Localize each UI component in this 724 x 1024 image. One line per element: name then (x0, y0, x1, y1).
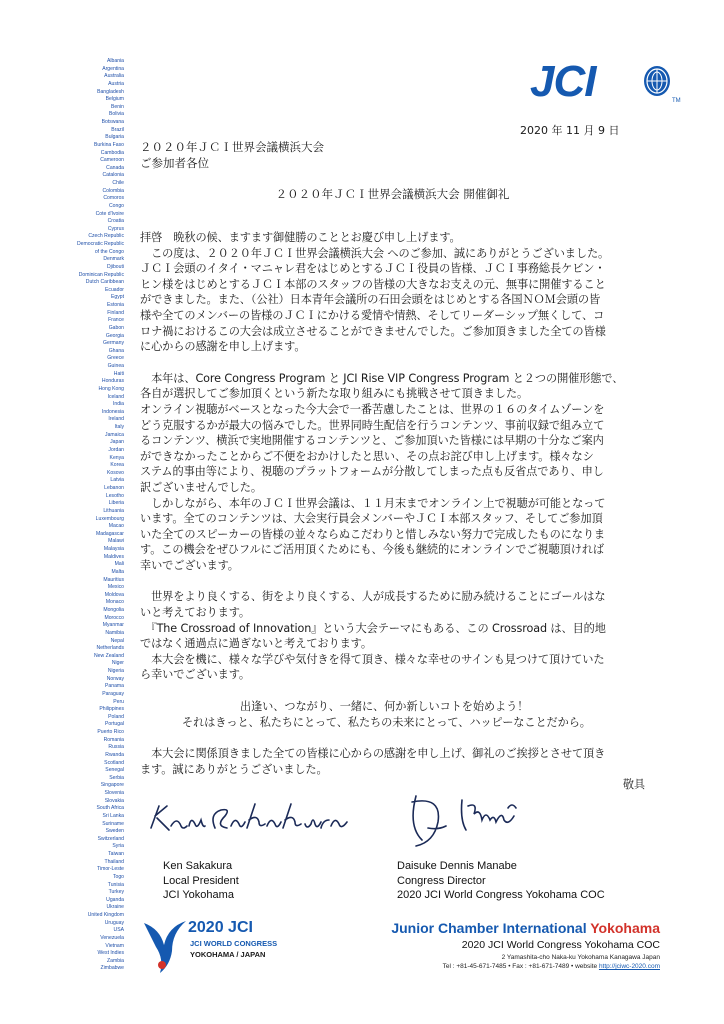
country-item: Venezuela (100, 934, 124, 941)
country-item: Jordan (108, 446, 124, 453)
country-item: Congo (108, 202, 124, 209)
trademark-mark: TM (672, 98, 681, 104)
country-item: Botswana (101, 119, 124, 125)
congress-logo-city: YOKOHAMA / JAPAN (190, 950, 266, 959)
signature-block-left (163, 859, 239, 903)
country-item: Korea (110, 462, 124, 469)
recipient-block (140, 139, 324, 171)
country-item: Burkina Faso (93, 141, 124, 148)
letter-body (140, 230, 645, 793)
country-item: Benin (110, 103, 124, 110)
footer-address: 2 Yamashita-cho Naka-ku Yokohama Kanagawa Japan (501, 954, 660, 961)
country-item: Thailand (104, 858, 124, 865)
country-item: Germany (103, 340, 124, 347)
country-item: Philippines (99, 706, 124, 713)
body-line: 拝啓 晩秋の候、ますます御健勝のこととお慶び申し上げます。 (140, 231, 461, 244)
country-item: Portugal (105, 721, 124, 728)
country-item: Panama (105, 683, 124, 690)
bird-emblem-icon (140, 915, 190, 977)
country-item: Cambodia (100, 149, 124, 156)
country-item: Democratic Republic (77, 241, 124, 247)
country-item: Denmark (103, 256, 124, 263)
body-line: いた全てのスピーカーの皆様の並々ならぬこだわりと惜しみない努力で完成したものになりま (140, 527, 606, 541)
country-item: Chile (112, 180, 124, 186)
footer-org-city: Yokohama (590, 920, 660, 936)
letter-subject: ２０２０年ＪＣＩ世界会議横浜大会 開催御礼 (275, 187, 510, 201)
body-line: 幸いでございます。 (140, 558, 239, 572)
body-line: ＪＣＩ会頭のイタイ・マニャレ君をはじめとするＪＣＩ役員の皆様、ＪＣＩ事務総長ケビン・ (140, 262, 606, 276)
body-line: 『The Crossroad of Innovation』という大会テーマにもある、この Crossroad は、目的地 (140, 621, 606, 635)
country-item: Honduras (101, 378, 124, 385)
country-item: Ghana (108, 347, 124, 354)
country-item: Albania (107, 58, 124, 64)
country-item: Zambia (107, 957, 124, 964)
country-item: Finland (107, 309, 124, 316)
country-item: Suriname (102, 820, 124, 827)
body-line: 本大会を機に、様々な学びや気付きを得て頂き、様々な幸せのサインも見つけて頂けていた (140, 652, 605, 666)
country-item: Togo (112, 873, 124, 880)
footer-contact (370, 963, 660, 970)
letter-date: 2020 年 11 月 9 日 (520, 124, 620, 137)
country-item: Canada (106, 164, 124, 171)
member-country-list (50, 58, 124, 973)
footer-organization (370, 920, 660, 936)
paragraph-program (140, 371, 645, 574)
slogan-line: 出逢い、つながり、一緒に、何か新しいコトを始めよう！ (240, 700, 529, 714)
country-item: Switzerland (97, 835, 124, 842)
country-item: Malta (111, 568, 124, 575)
country-item: Mali (114, 561, 124, 568)
country-item: Moldova (104, 591, 124, 598)
body-line: ら幸いでございます。 (140, 668, 250, 682)
body-line: ができなかったことからご不便をおかけしたと思い、その点お詫び申し上げます。様々なシ (140, 449, 594, 463)
country-item: Peru (113, 698, 124, 705)
country-item: Belgium (105, 96, 124, 103)
country-item: Lebanon (104, 485, 124, 491)
body-line: ができました。また、（公社）日本青年会議所の石田会頭をはじめとする各国ＮＯＭ会頭の皆 (140, 293, 601, 307)
country-item: Estonia (107, 302, 124, 308)
footer-event: 2020 JCI World Congress Yokohama COC (461, 939, 660, 951)
country-item: Cameroon (100, 157, 124, 164)
body-line: す。この機会をぜひフルにご活用頂くためにも、今後も継続的にオンラインでご視聴頂ければ (140, 543, 604, 557)
country-item: Mongolia (103, 607, 124, 613)
country-item: France (108, 317, 124, 324)
body-line: いと考えております。 (140, 606, 250, 620)
country-item: of the Congo (94, 248, 124, 255)
body-line: 本年は、Core Congress Program と JCI Rise VIP Congress Program と２つの開催形態で、 (140, 371, 624, 385)
country-item: Tunisia (107, 881, 124, 888)
country-item: Mexico (107, 584, 124, 591)
letterhead-footer (370, 920, 660, 970)
country-item: Morocco (104, 614, 124, 621)
body-line: います。全てのコンテンツは、大会実行員会メンバーやＪＣＩ本部スタッフ、そしてご参加頂 (140, 512, 603, 526)
signature-block-right (397, 859, 605, 903)
body-line: ではなく通過点に過ぎないと考えております。 (140, 637, 372, 651)
paragraph-greeting (140, 230, 645, 355)
body-line: オンライン視聴がベースとなった今大会で一番苦慮したことは、世界の１６のタイムゾーンを (140, 402, 605, 416)
country-item: Mauritius (103, 576, 124, 583)
country-item: Luxembourg (95, 515, 124, 522)
country-item: Italy (114, 424, 124, 430)
country-item: Bangladesh (97, 88, 124, 95)
country-item: Zimbabwe (100, 965, 124, 972)
country-item: Netherlands (96, 645, 124, 652)
country-item: USA (113, 927, 124, 934)
country-item: Ukraine (106, 904, 124, 911)
country-item: Romania (103, 736, 124, 743)
country-item: Haiti (113, 370, 124, 377)
body-line: 各自が選択してご参加頂くという新たな取り組みにも挑戦させて頂きました。 (140, 387, 529, 401)
country-item: Austria (108, 80, 124, 87)
country-item: India (112, 401, 124, 408)
country-item: Liberia (108, 500, 124, 507)
world-congress-logo (140, 915, 290, 985)
country-item: Turkey (108, 889, 124, 896)
country-item: Monaco (105, 599, 124, 606)
country-item: Sweden (105, 828, 124, 835)
body-line: 世界をより良くする、街をより良くする、人が成長するために励み続けることにゴールはな (140, 590, 606, 604)
paragraph-goals (140, 589, 645, 683)
country-item: Slovakia (104, 797, 124, 804)
country-item: Lesotho (105, 492, 124, 499)
body-line: るコンテンツ、横浜で実地開催するコンテンツと、ご参加頂いた皆様には早期の十分なご案内 (140, 434, 604, 448)
country-item: Namibia (105, 629, 124, 636)
country-item: Japan (110, 439, 124, 446)
country-item: New Zealand (93, 652, 124, 659)
country-item: Hong Kong (98, 385, 124, 392)
signature-daisuke-manabe (398, 790, 558, 852)
country-item: Timor-Leste (97, 866, 124, 873)
country-item: Madagascar (95, 530, 124, 537)
country-item: Taiwan (108, 851, 124, 857)
country-item: Georgia (105, 332, 124, 339)
website-link[interactable]: http://jciwc-2020.com (598, 963, 660, 970)
country-item: Czech Republic (88, 233, 124, 240)
body-line: ステム的事由等により、視聴のプラットフォームが分散してしまった点も反省点であり、申し (140, 465, 604, 479)
country-item: Puerto Rico (97, 729, 124, 735)
jci-logo (530, 58, 680, 108)
country-item: Ireland (108, 416, 124, 423)
recipient-line: ご参加者各位 (140, 156, 209, 170)
country-item: Nigeria (107, 668, 124, 674)
country-item: Rwanda (105, 751, 124, 758)
congress-logo-title: JCI WORLD CONGRESS (190, 939, 278, 948)
country-item: Norway (106, 675, 124, 682)
country-item: Jamaica (105, 431, 124, 438)
body-line: どう克服するかが最大の悩みでした。世界同時生配信を行うコンテンツ、事前収録で組み立て (140, 418, 605, 432)
country-item: Argentina (102, 65, 124, 72)
paragraph-thanks (140, 746, 645, 777)
country-item: Bulgaria (105, 134, 124, 141)
country-item: Maldives (103, 553, 124, 560)
country-item: Uganda (106, 896, 124, 903)
country-item: Brazil (111, 126, 124, 133)
slogan-line: それはきっと、私たちにとって、私たちの未来にとって、ハッピーなことだから。 (182, 715, 591, 729)
country-item: Iceland (107, 393, 124, 400)
body-line: 本大会に関係頂きました全ての皆様に心からの感謝を申し上げ、御礼のご挨拶とさせて頂き (140, 747, 606, 761)
country-item: Senegal (105, 767, 124, 774)
country-item: Australia (104, 73, 124, 80)
body-line: ます。誠にありがとうございました。 (140, 762, 328, 776)
country-item: Dutch Caribbean (85, 279, 124, 286)
country-item: Niger (111, 660, 124, 667)
country-item: Croatia (107, 218, 124, 225)
country-item: West Indies (97, 950, 124, 957)
country-item: Singapore (100, 782, 124, 789)
country-item: Kosovo (107, 469, 124, 476)
country-item: Greece (107, 355, 124, 362)
country-item: South Africa (96, 805, 124, 812)
country-item: Bolivia (108, 111, 124, 118)
country-item: Kenya (109, 454, 124, 461)
signer-org: JCI Yokohama (163, 889, 234, 901)
body-line: この度は、２０２０年ＪＣＩ世界会議横浜大会 へのご参加、誠にありがとうございました。 (140, 246, 610, 260)
country-item: Catalonia (102, 172, 124, 179)
country-item: Myanmar (102, 622, 124, 629)
body-line: に心からの感謝を申し上げます。 (140, 340, 306, 354)
congress-logo-year: 2020 JCI (188, 919, 253, 936)
country-item: Serbia (109, 774, 124, 781)
country-item: Slovenia (104, 790, 124, 796)
body-line: 訳ございませんでした。 (140, 480, 262, 494)
country-item: Vietnam (105, 942, 124, 949)
closing-word: 敬具 (622, 778, 645, 792)
country-item: Colombia (102, 187, 124, 194)
country-item: Nepal (110, 637, 124, 644)
country-item: Paraguay (102, 690, 124, 697)
country-item: Sri Lanka (102, 812, 124, 819)
country-item: Latvia (110, 477, 124, 484)
country-item: Poland (108, 713, 124, 720)
body-line: ヒン様をはじめとするＪＣＩ本部のスタッフの皆様の大きなお支えの元、無事に開催すること (140, 277, 606, 291)
jci-emblem-icon (642, 64, 672, 98)
country-item: Guinea (107, 363, 124, 369)
country-item: Syria (112, 843, 124, 850)
footer-contact-info: Tel : +81-45-671-7485 • Fax : +81-671-7489 • website (442, 963, 599, 970)
country-item: Indonesia (101, 408, 124, 415)
country-item: Dominican Republic (78, 271, 124, 278)
country-item: Macao (108, 523, 124, 530)
country-item: Malawi (108, 538, 124, 545)
jci-logo-text: JCI (530, 57, 596, 106)
country-item: Malaysia (103, 546, 124, 552)
body-line: しかしながら、本年のＪＣＩ世界会議は、１１月末までオンライン上で視聴が可能となって (140, 496, 606, 510)
signer-name: Ken Sakakura (163, 860, 233, 872)
country-item: Cote d'Ivoire (95, 210, 124, 217)
signer-title: Local President (163, 874, 239, 887)
country-item: Cyprus (107, 225, 124, 232)
country-item: Lithuania (103, 507, 124, 514)
recipient-line: ２０２０年ＪＣＩ世界会議横浜大会 (140, 140, 324, 154)
country-item: Comoros (103, 195, 124, 202)
country-item: United Kingdom (87, 912, 124, 918)
country-item: Ecuador (105, 286, 124, 293)
country-item: Gabon (108, 324, 124, 331)
body-line: 様や全てのメンバーの皆様のＪＣＩにかける愛情や情熱、そしてリーダーシップ無くして、コ (140, 308, 605, 322)
signer-name: Daisuke Dennis Manabe (397, 860, 517, 872)
body-line: ロナ禍におけるこの大会は成立させることができませんでした。ご参加頂きました全ての皆様 (140, 324, 606, 338)
country-item: Uruguay (104, 919, 124, 926)
country-item: Djibouti (107, 263, 124, 270)
signer-title: Congress Director (397, 874, 486, 887)
country-item: Russia (108, 744, 124, 751)
signer-org: 2020 JCI World Congress Yokohama COC (397, 889, 605, 901)
signature-ken-sakakura (145, 798, 355, 842)
footer-org-main: Junior Chamber International (391, 920, 591, 936)
country-item: Egypt (110, 294, 124, 301)
country-item: Scotland (104, 759, 124, 766)
